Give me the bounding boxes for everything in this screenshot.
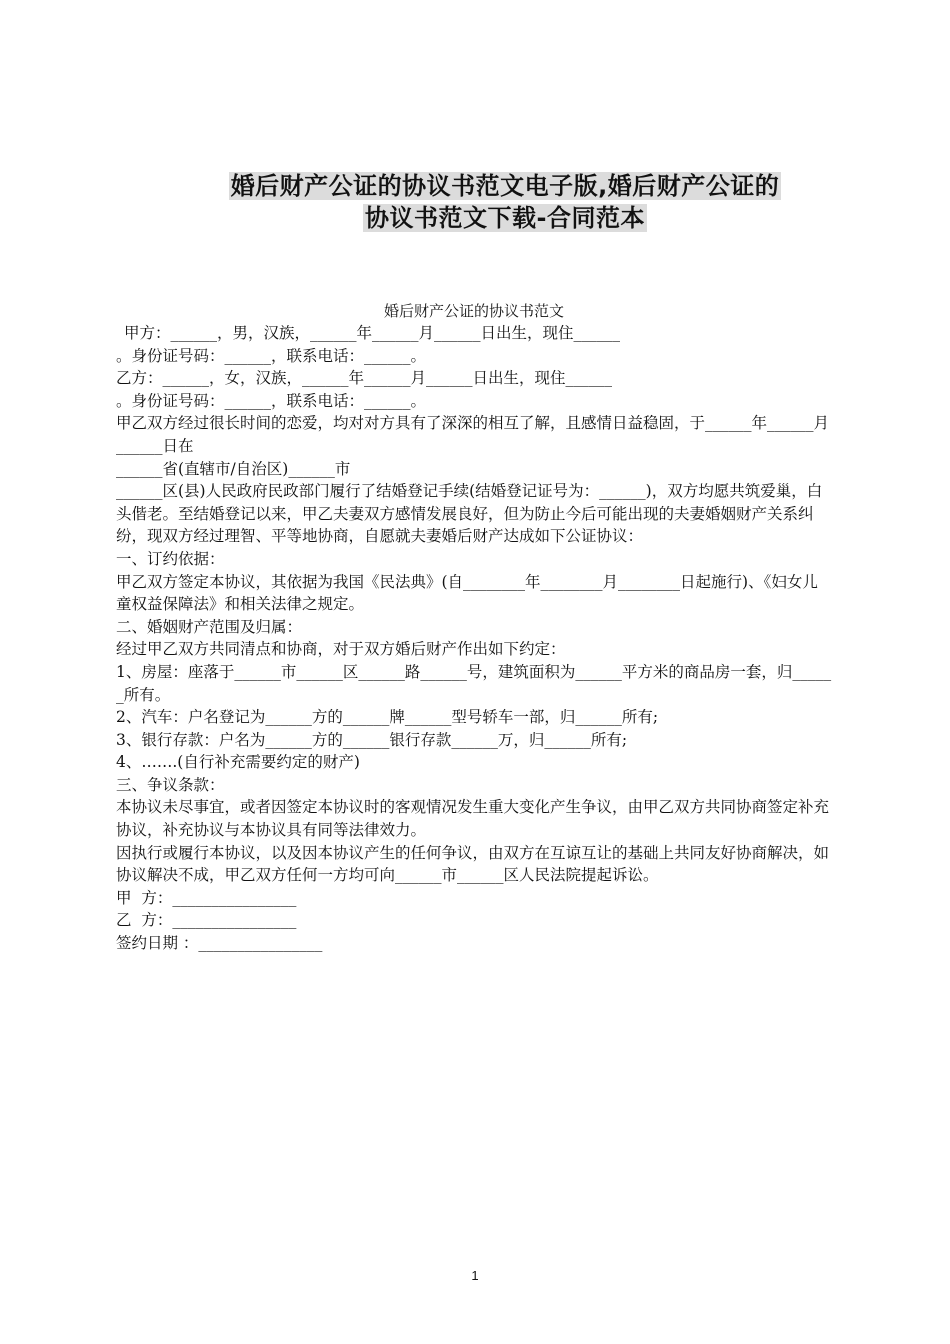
title-line-2: 协议书范文下载-合同范本 bbox=[365, 204, 645, 232]
property-intro: 经过甲乙双方共同清点和协商，对于双方婚后财产作出如下约定： bbox=[116, 640, 566, 659]
property-item-house: 1、房屋：座落于______市______区______路______号，建筑面积为______平方米的商品房一套，归______所有。 bbox=[116, 662, 832, 704]
preamble-location-line: ______省(直辖市/自治区)______市 bbox=[116, 459, 351, 478]
agreement-heading: 婚后财产公证的协议书范文 bbox=[383, 302, 564, 320]
dispute-paragraph-2: 因执行或履行本协议，以及因本协议产生的任何争议，由双方在互谅互让的基础上共同友好协商解决，如协议解决不成，甲乙双方任何一方均可向______市______区人民法院提起诉讼。 bbox=[116, 843, 830, 885]
section-heading-property: 二、婚姻财产范围及归属： bbox=[116, 617, 303, 636]
basis-paragraph: 甲乙双方签定本协议，其依据为我国《民法典》(自________年________月________日起施行)、《妇女儿童权益保障法》和相关法律之规定。 bbox=[116, 572, 818, 614]
party-a-id-line: 。身份证号码：______，联系电话：______。 bbox=[116, 346, 427, 365]
party-b-line: 乙方：______，女，汉族，______年______月______日出生，现住______ bbox=[116, 369, 613, 388]
property-item-car: 2、汽车：户名登记为______方的______牌______型号轿车一部，归______所有; bbox=[116, 708, 659, 727]
property-item-deposit: 3、银行存款：户名为______方的______银行存款______万，归______所有; bbox=[116, 730, 628, 749]
section-heading-dispute: 三、争议条款： bbox=[116, 775, 225, 794]
preamble-paragraph: 甲乙双方经过很长时间的恋爱，均对对方具有了深深的相互了解，且感情日益稳固，于______年______月______日在 bbox=[116, 414, 830, 455]
document-title bbox=[120, 170, 890, 234]
agreement-body bbox=[116, 322, 832, 955]
party-b-id-line: 。身份证号码：______，联系电话：______。 bbox=[116, 391, 427, 410]
dispute-paragraph-1: 本协议未尽事宜，或者因签定本协议时的客观情况发生重大变化产生争议，由甲乙双方共同协商签定补充协议，补充协议与本协议具有同等法律效力。 bbox=[116, 798, 830, 840]
signature-party-b: 乙 方：________________ bbox=[116, 911, 297, 930]
signature-party-a: 甲 方：________________ bbox=[116, 888, 297, 907]
page-number: 1 bbox=[471, 1268, 479, 1283]
party-a-line: 甲方：______，男，汉族，______年______月______日出生，现住______ bbox=[124, 324, 621, 342]
signature-date: 签约日期 ：________________ bbox=[116, 934, 323, 953]
preamble-registration-paragraph: ______区(县)人民政府民政部门履行了结婚登记手续(结婚登记证号为：______)，双方均愿共筑爱巢，白头偕老。至结婚登记以来，甲乙夫妻双方感情发展良好，但为防止今后可能出现的夫妻婚姻财产关系纠纷，现双方经过理智、平等地协商，自愿就夫妻婚后财产达成如下公证协议： bbox=[116, 482, 823, 546]
section-heading-basis: 一、订约依据： bbox=[116, 549, 225, 568]
title-line-1: 婚后财产公证的协议书范文电子版,婚后财产公证的 bbox=[230, 172, 780, 200]
property-item-other: 4、…….(自行补充需要约定的财产) bbox=[116, 753, 360, 772]
